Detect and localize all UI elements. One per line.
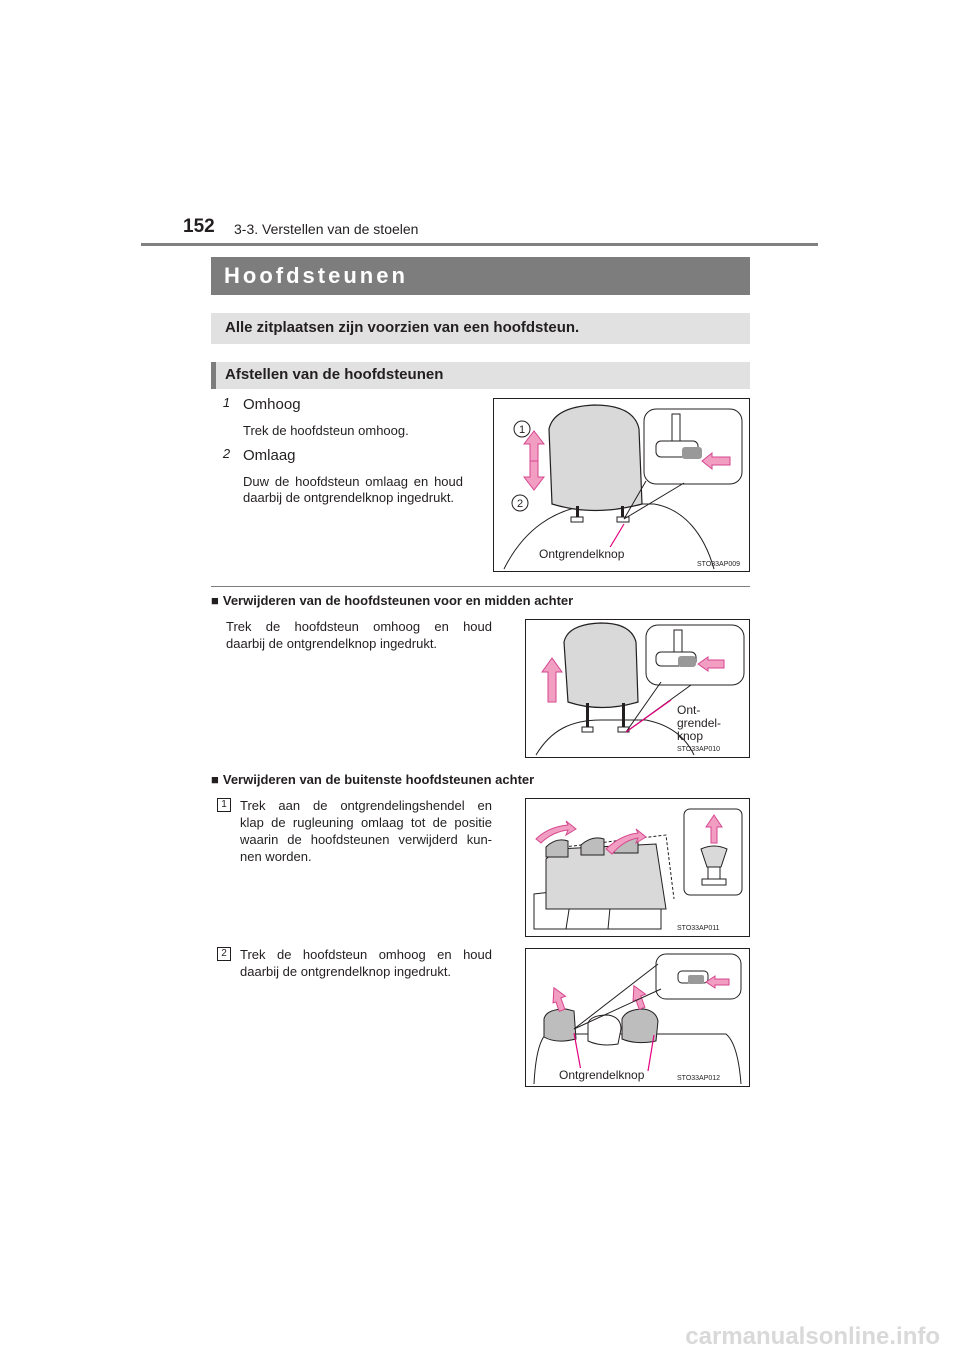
fig2-code: STO33AP010 (677, 746, 721, 753)
page-title: Hoofdsteunen (224, 263, 408, 288)
figure-fold-seat (525, 798, 750, 937)
watermark-text: carmanualsonline.info (685, 1323, 940, 1350)
heading-front-text: Verwijderen van de hoofdsteunen voor en midden achter (222, 593, 574, 608)
bullet-square: ■ (211, 593, 219, 608)
front-text (226, 618, 492, 652)
fig2-callout-line-1: Ont- (677, 703, 701, 717)
heading-outer-text: Verwijderen van de buitenste hoofdsteunen achter (222, 772, 535, 787)
fig2-callout (677, 704, 721, 743)
fig4-code: STO33AP012 (677, 1075, 721, 1082)
step-text-2 (240, 946, 492, 980)
step-1-line-1: Trek aan de ontgrendelingshendel en (240, 798, 492, 813)
bullet-square: ■ (211, 772, 219, 787)
fig4-callout: Ontgrendelknop (559, 1068, 645, 1082)
subsection-bar (211, 362, 750, 389)
fig2-callout-line-2: grendel- (677, 716, 722, 730)
heading-outer (211, 772, 534, 787)
outer-headrest-illustration (526, 949, 749, 1086)
fig1-code: STO33AP009 (697, 561, 741, 568)
watermark-footer (0, 1320, 960, 1358)
step-2-line-1: Trek de hoofdsteun omhoog en houd (240, 947, 492, 962)
section-divider (211, 586, 750, 587)
figure-adjust-headrest (493, 398, 750, 572)
intro-bar (211, 313, 750, 344)
fig2-callout-line-3: knop (677, 729, 704, 743)
step-1-line-3: waarin de hoofdsteunen verwijderd kun- (240, 832, 492, 847)
page-title-bar (211, 257, 750, 295)
step-text-1 (240, 797, 492, 865)
item-text-2: Duw de hoofdsteun omlaag en houd daarbij de ontgrendelknop ingedrukt. (243, 474, 463, 505)
fig1-callout: Ontgrendelknop (539, 547, 625, 561)
front-text-line-2: daarbij de ontgrendelknop ingedrukt. (226, 636, 438, 651)
intro-text: Alle zitplaatsen zijn voorzien van een hoofdsteun. (225, 319, 580, 336)
item-title-1: Omhoog (243, 396, 301, 413)
headrest-adjust-illustration (494, 399, 749, 571)
step-1-line-2: klap de rugleuning omlaag tot de positie (240, 815, 492, 830)
item-number-1: 1 (222, 395, 231, 410)
item-text-1: Trek de hoofdsteun omhoog. (243, 423, 409, 438)
subsection-title: Afstellen van de hoofdsteunen (225, 366, 444, 383)
heading-front (211, 593, 573, 608)
seat-fold-illustration (526, 799, 749, 936)
step-1-line-4: nen worden. (240, 849, 312, 864)
page-number: 152 (183, 216, 215, 237)
step-number-2: 2 (217, 947, 231, 961)
watermark-logo (0, 1320, 960, 1358)
front-text-line-1: Trek de hoofdsteun omhoog en houd (226, 619, 492, 634)
fig1-num-2: 2 (516, 498, 524, 510)
figure-remove-front (525, 619, 750, 758)
item-title-2: Omlaag (243, 447, 296, 464)
step-number-1: 1 (217, 798, 231, 812)
fig3-code: STO33AP011 (677, 925, 720, 932)
figure-remove-outer (525, 948, 750, 1087)
item-number-2: 2 (222, 446, 231, 461)
header-rule (141, 243, 818, 246)
fig1-num-1: 1 (518, 424, 526, 436)
step-2-line-2: daarbij de ontgrendelknop ingedrukt. (240, 964, 452, 979)
section-title: 3-3. Verstellen van de stoelen (234, 221, 419, 237)
subsection-stripe (211, 362, 216, 389)
